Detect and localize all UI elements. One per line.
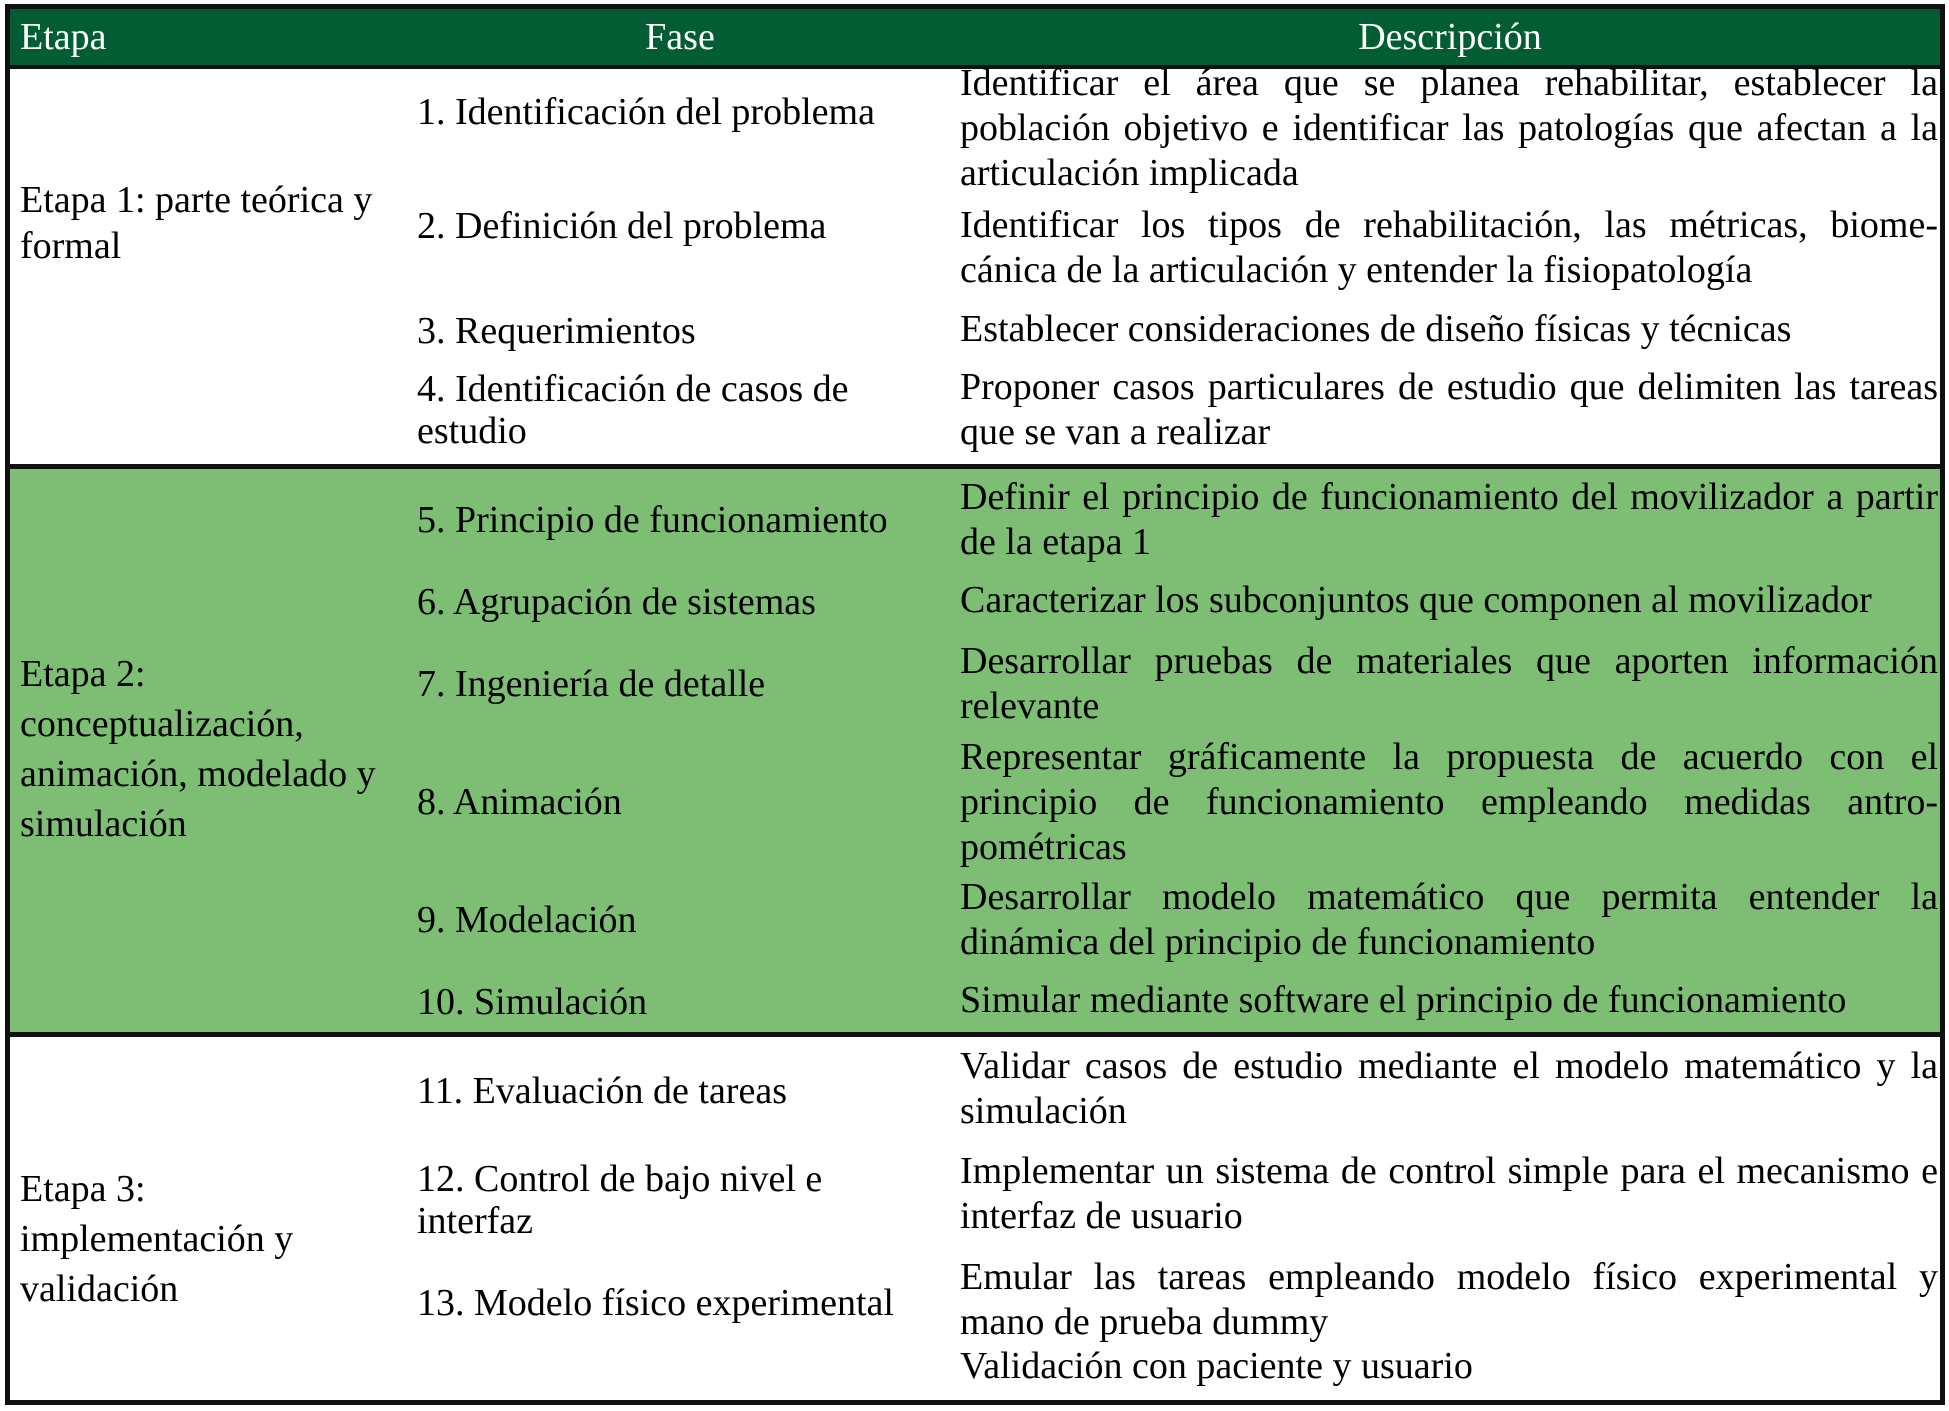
phase-name: 1. Identificación del problema <box>417 91 875 133</box>
phase-description: Validar casos de estudio mediante el modelo matemático y la simulación <box>960 1045 1938 1132</box>
phase-description: Establecer consideraciones de diseño físicas y técnicas <box>960 308 1792 350</box>
phase-description: Proponer casos particulares de estudio que delimiten las tareas que se van a realizar <box>960 366 1938 453</box>
phase-description: Identificar los tipos de rehabilitación, las métricas, biome-cánica de la articulación y entender la fisiopatología <box>960 204 1938 291</box>
phase-name: 4. Identificación de casos de estudio <box>417 368 849 452</box>
phase-description: Simular mediante software el principio de funcionamiento <box>960 979 1847 1021</box>
stage-2-group <box>10 469 1940 1037</box>
methodology-table <box>5 4 1945 1405</box>
phase-name: 10. Simulación <box>417 981 648 1023</box>
phase-name: 12. Control de bajo nivel e interfaz <box>417 1158 823 1242</box>
phase-name: 9. Modelación <box>417 899 637 941</box>
stage-3-group <box>10 1037 1940 1400</box>
phase-name: 8. Animación <box>417 781 622 823</box>
phase-name: 3. Requerimientos <box>417 310 696 352</box>
phase-description: Desarrollar modelo matemático que permita entender la dinámica del principio de funcionamiento <box>960 876 1938 963</box>
phase-name: 6. Agrupación de sistemas <box>417 581 816 623</box>
table-header <box>10 9 1940 69</box>
phase-description: Identificar el área que se planea rehabilitar, establecer la población objetivo e identificar las patologías que afectan a la articulación implicada <box>960 62 1938 194</box>
phase-description: Representar gráficamente la propuesta de acuerdo con el principio de funcionamiento empleando medidas antro-pométricas <box>960 736 1938 868</box>
phase-name: 7. Ingeniería de detalle <box>417 663 766 705</box>
stage-1-group <box>10 62 1940 469</box>
header-etapa: Etapa <box>20 16 107 58</box>
phase-name: 11. Evaluación de tareas <box>417 1070 787 1112</box>
phase-name: 5. Principio de funcionamiento <box>417 499 888 541</box>
phase-description: Definir el principio de funcionamiento del movilizador a partir de la etapa 1 <box>960 476 1938 563</box>
phase-description: Caracterizar los subconjuntos que componen al movilizador <box>960 579 1872 621</box>
phase-name: 13. Modelo físico experimental <box>417 1282 894 1324</box>
phase-description: Validación con paciente y usuario <box>960 1345 1473 1387</box>
stage-label: Etapa 3: implementación y validación <box>20 1168 294 1310</box>
phase-description: Implementar un sistema de control simple para el mecanismo e interfaz de usuario <box>960 1150 1938 1237</box>
header-fase: Fase <box>645 16 715 58</box>
stage-label: Etapa 1: parte teórica y formal <box>20 179 373 267</box>
header-descripcion: Descripción <box>1358 16 1542 58</box>
stage-label: Etapa 2: conceptualización, animación, modelado y simulación <box>20 653 376 845</box>
phase-description: Desarrollar pruebas de materiales que aporten información relevante <box>960 640 1938 727</box>
phase-name: 2. Definición del problema <box>417 205 827 247</box>
phase-description: Emular las tareas empleando modelo físico experimental y mano de prueba dummy <box>960 1256 1938 1343</box>
